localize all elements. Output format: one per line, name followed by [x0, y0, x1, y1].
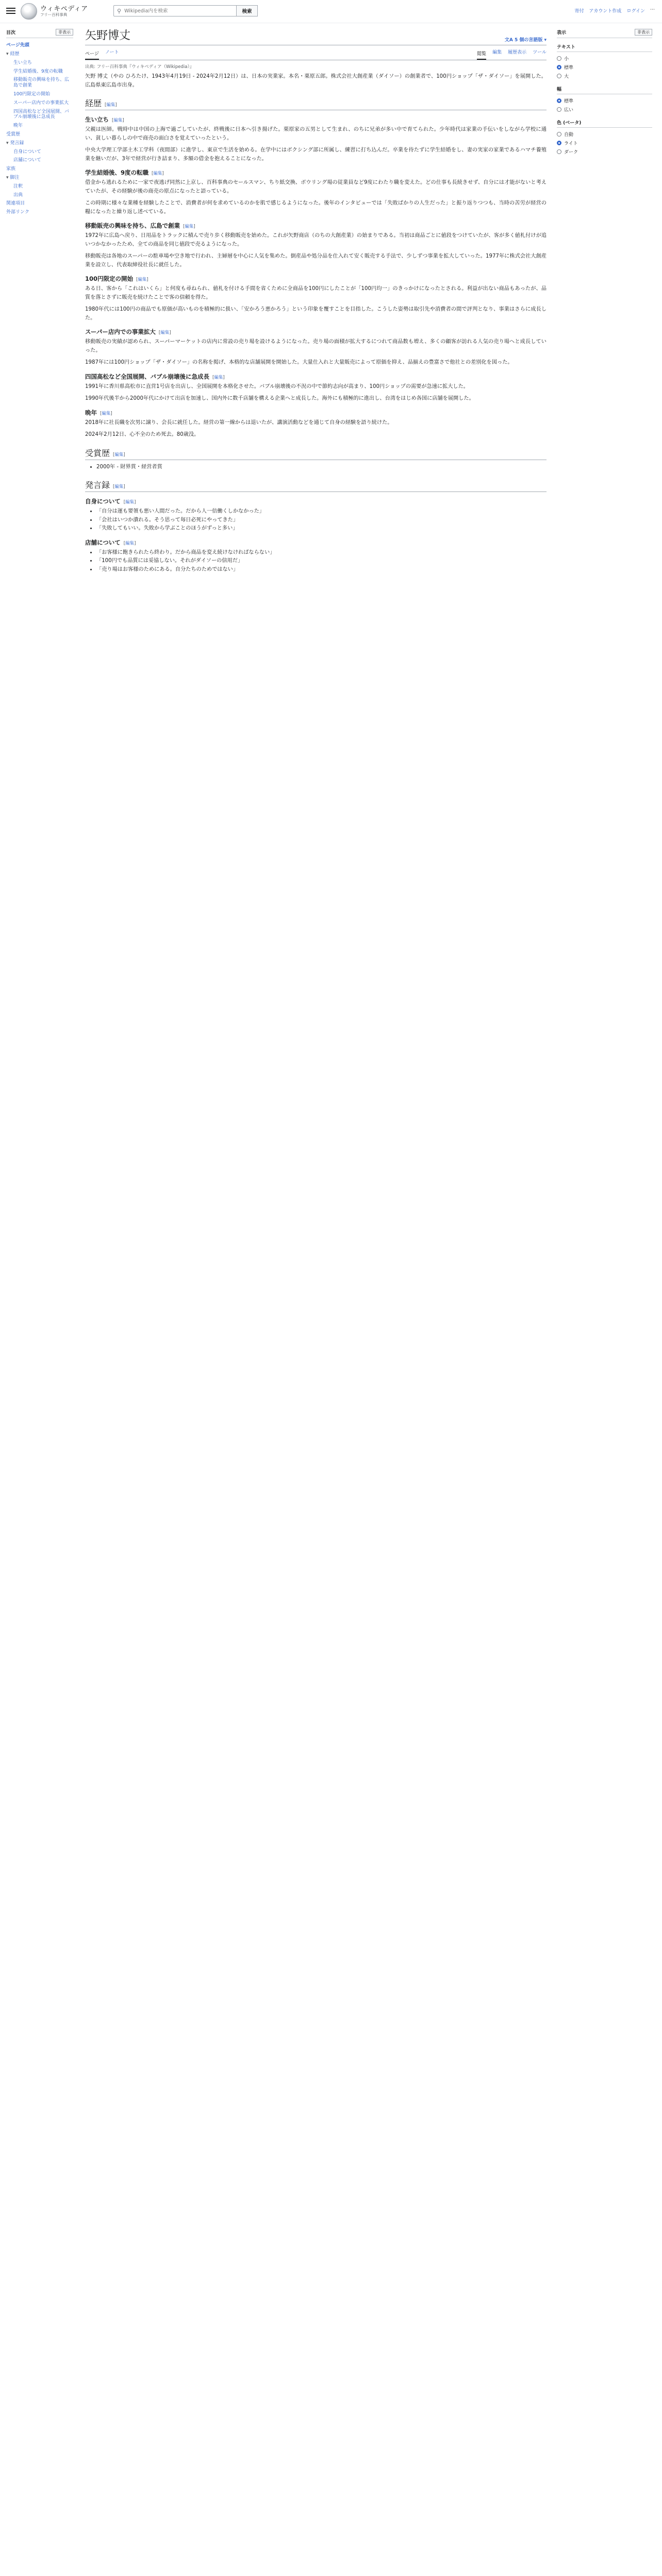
quote-item: • 「100円でも品質には妥協しない。それがダイソーの信用だ」: [96, 557, 547, 566]
toc-hide-button[interactable]: 非表示: [56, 29, 73, 36]
section-edit-link[interactable]: [編集]: [136, 277, 148, 283]
color-label: 色 (ベータ): [557, 119, 652, 128]
paragraph: 1990年代後半から2000年代にかけて出店を加速し、国内外に数千店舗を構える企業へと成長した。海外にも積極的に進出し、台湾をはじめ各国に店舗を展開した。: [85, 396, 474, 402]
section-edit-link[interactable]: [編集]: [183, 224, 195, 230]
quote-item: • 「失敗してもいい。失敗から学ぶことのほうがずっと多い」: [96, 524, 547, 533]
create-account-link[interactable]: アカウント作成: [589, 9, 622, 14]
option-label: ダーク: [564, 150, 578, 155]
toc-title: 目次: [6, 30, 16, 36]
subsection-heading: 自身について [編集]: [85, 498, 136, 505]
option-label: ライト: [564, 141, 578, 146]
site-header: [0, 0, 662, 23]
appearance-panel: [557, 27, 652, 156]
toc-item[interactable]: [6, 122, 73, 130]
intro-paragraph: 矢野 博丈（やの ひろたけ、1943年4月19日 - 2024年2月12日）は、日本の実業家。本名・栗原五郎。株式会社大創産業（ダイソー）の創業者で、100円ショップ「ザ・ダイソー」を展開した。広島県東広島市出身。: [85, 74, 547, 88]
subsection-heading: 移動販売の興味を持ち、広島で創業 [編集]: [85, 222, 195, 230]
section-edit-link[interactable]: [編集]: [113, 452, 125, 457]
toc-item[interactable]: [6, 130, 73, 139]
option-label: 小: [564, 57, 569, 62]
paragraph: 2018年に社長職を次男に譲り、会長に就任した。経営の第一線からは退いたが、講演活動などを通じて自身の経験を語り続けた。: [85, 419, 393, 426]
search-field[interactable]: [113, 5, 237, 16]
appearance-option[interactable]: [557, 130, 652, 139]
appearance-hide-button[interactable]: 非表示: [635, 29, 652, 36]
subsection-heading: 学生結婚後、9度の転職 [編集]: [85, 169, 164, 177]
toc-item-label: 関連項目: [6, 201, 25, 207]
toc-item[interactable]: [6, 67, 73, 76]
chevron-down-icon[interactable]: ▾: [6, 140, 9, 146]
radio-button[interactable]: [557, 107, 561, 112]
search-form: [113, 5, 258, 16]
appearance-option[interactable]: [557, 139, 652, 147]
section-edit-link[interactable]: [編集]: [123, 540, 136, 546]
option-label: 標準: [564, 65, 574, 71]
toc-item-label: 生い立ち: [13, 60, 32, 65]
tab-talk[interactable]: ノート: [105, 50, 119, 55]
toc-item[interactable]: [6, 90, 73, 99]
toc-item-label: 100円限定の開始: [13, 91, 51, 97]
subsection-heading: 晩年 [編集]: [85, 409, 112, 416]
search-icon: ⚲: [117, 7, 122, 14]
user-links: [575, 7, 655, 14]
toc-item-label: 注釈: [13, 183, 23, 189]
appearance-option[interactable]: [557, 105, 652, 114]
wikipedia-logo[interactable]: [21, 3, 88, 20]
radio-button[interactable]: [557, 149, 561, 154]
text-size-label: テキスト: [557, 43, 652, 52]
appearance-option[interactable]: [557, 63, 652, 72]
donate-link[interactable]: 寄付: [574, 9, 584, 14]
toc-item[interactable]: [6, 165, 73, 174]
radio-button[interactable]: [557, 132, 561, 137]
toc-item-label: スーパー店内での事業拡大: [13, 100, 69, 106]
main-menu-button[interactable]: [6, 6, 15, 15]
page-tabs: [85, 48, 547, 60]
subsection-heading: 四国高松など全国展開、バブル崩壊後に急成長 [編集]: [85, 372, 225, 380]
paragraph: 2024年2月12日、心不全のため死去。80歳没。: [85, 432, 200, 438]
section-heading: 経歴 [編集]: [85, 97, 547, 110]
toc-item-label: 四国高松など全国展開、バブル崩壊後に急成長: [13, 109, 70, 120]
paragraph: 1980年代には100円の商品でも原価が高いものを積極的に扱い、「安かろう悪かろう」という印象を覆すことを目指した。こうした姿勢は取引先や消費者の間で評判となり、事業はさらに成長した。: [85, 307, 547, 321]
option-label: 標準: [564, 99, 574, 104]
toc-item-label: 移動販売の興味を持ち、広島で創業: [13, 77, 70, 89]
quote-item: • 「お客様に飽きられたら終わり。だから商品を変え続けなければならない」: [96, 549, 547, 557]
chevron-down-icon[interactable]: ▾: [6, 52, 9, 57]
paragraph: 移動販売は各地のスーパーの駐車場や空き地で行われ、主婦層を中心に人気を集めた。倒産品や処分品を仕入れて安く販売する手法で、少しずつ事業を拡大していった。1977年に株式会社大創産業を設立し、代表取締役社長に就任した。: [85, 253, 547, 268]
login-link[interactable]: ログイン: [626, 9, 645, 14]
toc-item[interactable]: [6, 148, 73, 157]
toc-item[interactable]: [6, 76, 73, 90]
appearance-option[interactable]: [557, 54, 652, 63]
list-item: • 2000年 - 財界賞・経営者賞: [96, 463, 547, 472]
wordmark-title: ウィキペディア: [40, 5, 88, 13]
appearance-option[interactable]: [557, 147, 652, 156]
option-label: 自動: [564, 132, 574, 138]
paragraph: 借金から逃れるために一家で夜逃げ同然に上京し、百科事典のセールスマン、ちり紙交換、ボウリング場の従業員など9度にわたり職を変えた。どの仕事も長続きせず、自分には才能がないと考えていたが、その経験が後の商売の原点になったと語っている。: [85, 180, 547, 194]
section-heading: 発言録 [編集]: [85, 479, 547, 492]
toc-item-label: 外部リンク: [6, 210, 29, 215]
toc-item-label: 家族: [6, 166, 16, 172]
toc-item-label: 受賞歴: [6, 131, 21, 137]
radio-button[interactable]: [557, 141, 561, 145]
table-of-contents: [6, 27, 73, 217]
tab-tools[interactable]: ツール: [533, 50, 547, 55]
radio-button[interactable]: [557, 65, 561, 70]
search-input[interactable]: [123, 8, 233, 14]
section-edit-link[interactable]: [編集]: [100, 411, 112, 416]
subsection-heading: 生い立ち [編集]: [85, 116, 124, 124]
page-source-note: 出典: フリー百科事典『ウィキペディア（Wikipedia）』: [85, 64, 194, 70]
section-edit-link[interactable]: [編集]: [152, 171, 164, 177]
width-label: 幅: [557, 86, 652, 94]
toc-item[interactable]: [6, 99, 73, 108]
radio-button[interactable]: [557, 98, 561, 103]
toc-item-label: 自身について: [13, 149, 41, 155]
tab-history[interactable]: 履歴表示: [508, 50, 527, 55]
translate-icon: 文A: [504, 38, 513, 43]
toc-item-label: 経歴: [10, 52, 20, 57]
toc-item-label: 晩年: [13, 123, 23, 129]
toc-item[interactable]: [6, 182, 73, 191]
toc-item[interactable]: [6, 208, 73, 217]
quote-item: • 「自分は運も要領も悪い人間だった。だから人一倍働くしかなかった」: [96, 507, 547, 516]
tab-read[interactable]: 閲覧: [477, 48, 486, 60]
toc-item[interactable]: [6, 59, 73, 67]
toc-item-label: 出典: [13, 192, 23, 198]
radio-button[interactable]: [557, 56, 561, 61]
toc-item-label: 発言録: [10, 140, 24, 146]
section-edit-link[interactable]: [編集]: [158, 330, 171, 336]
appearance-title: 表示: [557, 30, 567, 36]
tab-page[interactable]: ページ: [85, 48, 99, 60]
paragraph: この時期に様々な業種を経験したことで、消費者が何を求めているのかを肌で感じるようになった。後年のインタビューでは「失敗ばかりの人生だった」と振り返りつつも、当時の苦労が経営の糧になったと繰り返し述べている。: [85, 200, 547, 215]
section-edit-link[interactable]: [編集]: [212, 375, 225, 380]
toc-item[interactable]: [6, 191, 73, 200]
tab-edit[interactable]: 編集: [492, 50, 502, 55]
paragraph: 1987年には100円ショップ「ザ・ダイソー」の名称を掲げ、本格的な店舗展開を開始した。大量仕入れと大量販売によって原価を抑え、品揃えの豊富さで他社との差別化を図った。: [85, 360, 513, 366]
toc-item[interactable]: [6, 139, 73, 148]
toc-item[interactable]: [6, 174, 73, 182]
section-edit-link[interactable]: [編集]: [112, 118, 124, 124]
paragraph: 移動販売の実績が認められ、スーパーマーケットの店内に常設の売り場を設けるようになった。売り場の面積が拡大するにつれて商品数も増え、多くの顧客が訪れる人気の売り場へと成長していった。: [85, 339, 547, 353]
language-button[interactable]: 文A 5 個の言語版 ▾: [504, 38, 547, 43]
subsection-heading: 100円限定の開始 [編集]: [85, 275, 148, 283]
toc-item-label: 学生結婚後、9度の転職: [13, 69, 63, 74]
chevron-down-icon[interactable]: ▾: [6, 175, 9, 180]
appearance-option[interactable]: [557, 72, 652, 80]
search-button[interactable]: 検索: [237, 5, 258, 16]
paragraph: ある日、客から「これはいくら」と何度も尋ねられ、値札を付ける手間を省くために全商品を100円にしたことが「100円均一」のきっかけになったとされる。利益が出ない商品もあったが、品質を落とさずに販売を続けたことで客の信頼を得た。: [85, 286, 547, 300]
section-edit-link[interactable]: [編集]: [123, 500, 136, 505]
toc-top-link[interactable]: ページ先頭: [6, 43, 29, 48]
toc-item[interactable]: [6, 50, 73, 59]
page-title: 矢野博丈: [85, 29, 131, 42]
appearance-option[interactable]: [557, 96, 652, 105]
paragraph: 1991年に香川県高松市に直営1号店を出店し、全国展開を本格化させた。バブル崩壊後の不況の中で節約志向が高まり、100円ショップの需要が急速に拡大した。: [85, 383, 469, 389]
toc-item[interactable]: [6, 156, 73, 165]
radio-button[interactable]: [557, 74, 561, 78]
quote-item: • 「会社はいつか潰れる。そう思って毎日必死にやってきた」: [96, 516, 547, 525]
wordmark-tagline: フリー百科事典: [40, 12, 68, 18]
toc-item[interactable]: [6, 199, 73, 208]
subsection-heading: 店舗について [編集]: [85, 538, 136, 546]
section-edit-link[interactable]: [編集]: [113, 484, 125, 490]
paragraph: 1972年に広島へ戻り、日用品をトラックに積んで売り歩く移動販売を始めた。これが矢野商店（のちの大創産業）の始まりである。当初は商品ごとに値段をつけていたが、客が多く値札付けが追いつかなかったため、全ての商品を同じ値段で売るようになった。: [85, 233, 547, 247]
section-heading: 受賞歴 [編集]: [85, 447, 547, 460]
option-label: 大: [564, 74, 569, 79]
paragraph: 父親は医師。戦時中は中国の上海で過ごしていたが、終戦後に日本へ引き揚げた。栗原家の五男として生まれ、のちに兄弟が多い中で育てられた。少年時代は家業の手伝いをしながら学校に通い、貧しい暮らしの中で商売の面白さを覚えていったという。: [85, 127, 547, 141]
quote-item: • 「売り場はお客様のためにある。自分たちのためではない」: [96, 566, 547, 574]
subsection-heading: スーパー店内での事業拡大 [編集]: [85, 328, 171, 336]
toc-item[interactable]: [6, 108, 73, 122]
toc-item-label: 脚注: [10, 175, 20, 180]
section-edit-link[interactable]: [編集]: [105, 103, 117, 108]
article-body: [85, 97, 547, 574]
option-label: 広い: [564, 108, 574, 113]
paragraph: 中央大学理工学部土木工学科（夜間部）に進学し、東京で生活を始める。在学中にはボクシング部に所属し、練習に打ち込んだ。卒業を待たずに学生結婚をし、妻の実家の家業であるハマチ養殖業を継いだが、3年で経営が行き詰まり、多額の借金を抱えることになった。: [85, 147, 547, 162]
more-icon[interactable]: ⋯: [650, 7, 655, 12]
toc-list: [6, 50, 73, 217]
puzzle-globe-icon: [21, 3, 37, 20]
article-content: [85, 27, 547, 579]
toc-item-label: 店舗について: [13, 158, 41, 163]
